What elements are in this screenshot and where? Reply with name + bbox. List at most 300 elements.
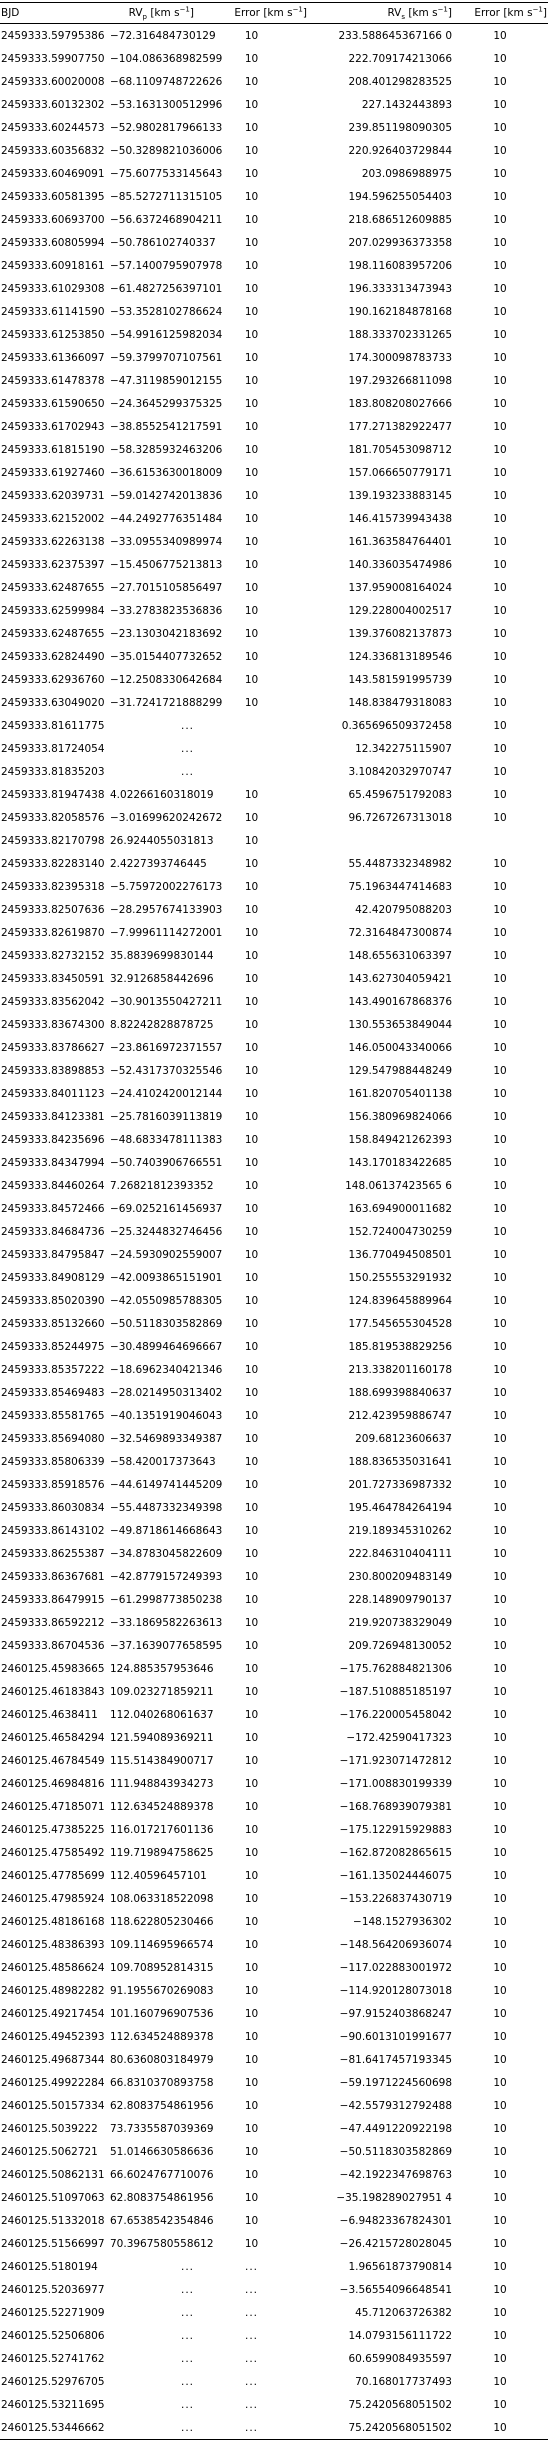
cell-error-p: 10: [244, 926, 259, 939]
table-row: [0, 2025, 548, 2048]
cell-error-p: 10: [244, 1823, 259, 1836]
table-row: [0, 875, 548, 898]
table-row: [0, 1266, 548, 1289]
cell-rvp: −3.01699620242672: [110, 811, 223, 824]
cell-rvs: 55.4487332348982: [348, 857, 452, 870]
header-bjd: BJD: [1, 7, 20, 19]
cell-rvs: −42.1922347698763: [339, 2168, 452, 2181]
cell-rvp: 66.6024767710076: [110, 2168, 214, 2181]
cell-error-p: 10: [244, 213, 259, 226]
table-row: [0, 507, 548, 530]
table-row: [0, 1450, 548, 1473]
cell-bjd: 2459333.81611775: [1, 719, 105, 732]
cell-bjd: 2459333.62599984: [1, 604, 105, 617]
table-body: [0, 24, 548, 2439]
cell-bjd: 2459333.86030834: [1, 1501, 105, 1514]
cell-rvp: 119.719894758625: [110, 1846, 214, 1859]
cell-rvs: 143.627304059421: [348, 972, 452, 985]
cell-error-s: 10: [493, 190, 507, 203]
cell-bjd: 2459333.60244573: [1, 121, 105, 134]
table-row: [0, 967, 548, 990]
cell-error-p: ...: [244, 2375, 258, 2388]
cell-rvs: 146.415739943438: [348, 512, 452, 525]
cell-bjd: 2459333.82283140: [1, 857, 105, 870]
cell-rvs: 177.271382922477: [348, 420, 452, 433]
cell-error-s: 10: [493, 880, 507, 893]
cell-rvs: 129.547988448249: [348, 1064, 452, 1077]
table-row: [0, 576, 548, 599]
cell-error-s: 10: [493, 1892, 507, 1905]
cell-rvp: −54.9916125982034: [110, 328, 223, 341]
table-row: [0, 2071, 548, 2094]
cell-error-p: 10: [244, 1432, 259, 1445]
cell-bjd: 2459333.85694080: [1, 1432, 105, 1445]
cell-rvp: −47.3119859012155: [110, 374, 223, 387]
cell-error-p: 10: [244, 2145, 259, 2158]
cell-error-p: 10: [244, 351, 259, 364]
cell-rvp: ...: [180, 2352, 194, 2365]
table-row: [0, 415, 548, 438]
cell-error-s: 10: [493, 1708, 507, 1721]
table-row: [0, 369, 548, 392]
cell-rvs: 239.851198090305: [348, 121, 452, 134]
cell-rvp: −7.99961114272001: [110, 926, 223, 939]
cell-rvp: 4.02266160318019: [110, 788, 214, 801]
cell-error-p: 10: [244, 1547, 259, 1560]
cell-bjd: 2460125.47585492: [1, 1846, 105, 1859]
cell-bjd: 2460125.51097063: [1, 2191, 105, 2204]
cell-bjd: 2459333.83898853: [1, 1064, 105, 1077]
cell-bjd: 2459333.62263138: [1, 535, 105, 548]
table-row: [0, 829, 548, 852]
cell-rvp: −58.420017373643: [110, 1455, 216, 1468]
cell-error-p: 10: [244, 1731, 259, 1744]
cell-rvs: 203.0986988975: [361, 167, 452, 180]
cell-error-s: 10: [493, 535, 507, 548]
cell-rvp: −58.3285932463206: [110, 443, 223, 456]
cell-rvp: −24.4102420012144: [110, 1087, 223, 1100]
cell-bjd: 2459333.62152002: [1, 512, 105, 525]
cell-error-s: 10: [493, 1777, 507, 1790]
cell-error-p: 10: [244, 880, 259, 893]
cell-bjd: 2459333.86255387: [1, 1547, 105, 1560]
table-row: [0, 1197, 548, 1220]
header-rvs-unit-exp: −1: [437, 5, 448, 14]
table-row: [0, 1956, 548, 1979]
cell-error-p: 10: [244, 1869, 259, 1882]
header-error-s-close: ]: [542, 7, 547, 19]
cell-rvs: 148.06137423565 6: [345, 1179, 452, 1192]
cell-error-s: 10: [493, 2191, 507, 2204]
cell-rvs: −175.122915929883: [339, 1823, 452, 1836]
cell-rvs: 222.709174213066: [348, 52, 452, 65]
cell-rvp: 121.594089369211: [110, 1731, 214, 1744]
cell-error-p: 10: [244, 512, 259, 525]
cell-rvs: −6.94823367824301: [339, 2214, 452, 2227]
cell-error-p: 10: [244, 1156, 259, 1169]
cell-rvs: −153.226837430719: [339, 1892, 452, 1905]
cell-rvp: −24.5930902559007: [110, 1248, 223, 1261]
cell-error-s: 10: [493, 1846, 507, 1859]
cell-bjd: 2460125.49922284: [1, 2076, 105, 2089]
cell-error-p: 10: [244, 972, 259, 985]
cell-rvp: ...: [180, 2306, 194, 2319]
cell-error-s: 10: [493, 2283, 507, 2296]
cell-error-p: 10: [244, 1087, 259, 1100]
cell-error-p: 10: [244, 1501, 259, 1514]
cell-bjd: 2460125.53211695: [1, 2398, 105, 2411]
cell-error-s: 10: [493, 1570, 507, 1583]
cell-error-s: 10: [493, 2145, 507, 2158]
cell-rvs: 129.228004002517: [348, 604, 452, 617]
cell-error-p: 10: [244, 1018, 259, 1031]
cell-error-p: 10: [244, 1133, 259, 1146]
cell-rvp: −25.3244832746456: [110, 1225, 223, 1238]
table-row: [0, 1404, 548, 1427]
cell-error-p: 10: [244, 788, 259, 801]
header-error-s-exp: −1: [532, 5, 543, 14]
cell-rvp: ...: [180, 2398, 194, 2411]
cell-rvp: −38.8552541217591: [110, 420, 223, 433]
cell-rvs: 188.836535031641: [348, 1455, 452, 1468]
cell-error-s: 10: [493, 282, 507, 295]
cell-bjd: 2459333.61590650: [1, 397, 105, 410]
cell-bjd: 2459333.85581765: [1, 1409, 105, 1422]
cell-rvp: 124.885357953646: [110, 1662, 214, 1675]
cell-error-p: 10: [244, 236, 259, 249]
cell-bjd: 2459333.82170798: [1, 834, 105, 847]
cell-rvs: 3.10842032970747: [348, 765, 452, 778]
cell-error-p: 10: [244, 1455, 259, 1468]
cell-error-p: 10: [244, 1938, 259, 1951]
cell-error-s: 10: [493, 1248, 507, 1261]
cell-rvp: −42.8779157249393: [110, 1570, 223, 1583]
cell-rvs: 65.4596751792083: [348, 788, 452, 801]
table-row: [0, 116, 548, 139]
cell-rvs: 139.193233883145: [348, 489, 452, 502]
cell-error-p: 10: [244, 2237, 259, 2250]
cell-rvp: 91.1955670269083: [110, 1984, 214, 1997]
cell-bjd: 2459333.60356832: [1, 144, 105, 157]
table-row: [0, 1795, 548, 1818]
header-error-p: [194, 7, 309, 19]
cell-error-p: 10: [244, 282, 259, 295]
cell-rvp: −33.2783823536836: [110, 604, 223, 617]
cell-rvs: 161.820705401138: [348, 1087, 452, 1100]
cell-rvp: −30.9013550427211: [110, 995, 223, 1008]
cell-rvs: 158.849421262393: [348, 1133, 452, 1146]
cell-error-p: 10: [244, 1248, 259, 1261]
cell-error-s: 10: [493, 1501, 507, 1514]
cell-error-p: 10: [244, 2191, 259, 2204]
cell-error-p: 10: [244, 144, 259, 157]
cell-bjd: 2460125.51332018: [1, 2214, 105, 2227]
cell-bjd: 2459333.83450591: [1, 972, 105, 985]
table-row: [0, 806, 548, 829]
cell-error-p: 10: [244, 949, 259, 962]
cell-error-p: 10: [244, 489, 259, 502]
table-row: [0, 1174, 548, 1197]
cell-rvp: ...: [180, 2283, 194, 2296]
cell-rvs: 75.2420568051502: [348, 2398, 452, 2411]
table-row: [0, 254, 548, 277]
cell-rvp: −18.6962340421346: [110, 1363, 223, 1376]
cell-error-p: 10: [244, 2099, 259, 2112]
cell-rvp: −42.0550985788305: [110, 1294, 223, 1307]
cell-error-s: 10: [493, 1409, 507, 1422]
table-row: [0, 392, 548, 415]
cell-error-p: 10: [244, 1202, 259, 1215]
cell-error-p: 10: [244, 2168, 259, 2181]
cell-rvp: −57.1400795907978: [110, 259, 223, 272]
cell-error-s: 10: [493, 1869, 507, 1882]
cell-rvp: −56.6372468904211: [110, 213, 223, 226]
cell-error-p: 10: [244, 2214, 259, 2227]
cell-bjd: 2460125.48186168: [1, 1915, 105, 1928]
table-row: [0, 300, 548, 323]
cell-rvs: 140.336035474986: [348, 558, 452, 571]
table-row: [0, 2255, 548, 2278]
table-row: [0, 1473, 548, 1496]
cell-rvs: −81.6417457193345: [339, 2053, 452, 2066]
table-row: [0, 2393, 548, 2416]
cell-rvs: 185.819538829256: [348, 1340, 452, 1353]
cell-error-s: 10: [493, 1823, 507, 1836]
cell-rvp: −59.0142742013836: [110, 489, 223, 502]
cell-error-p: 10: [244, 1800, 259, 1813]
cell-error-s: 10: [493, 1386, 507, 1399]
cell-bjd: 2459333.62039731: [1, 489, 105, 502]
cell-error-p: 10: [244, 1386, 259, 1399]
cell-rvp: −35.0154407732652: [110, 650, 223, 663]
cell-bjd: 2460125.51566997: [1, 2237, 105, 2250]
cell-error-p: 10: [244, 1225, 259, 1238]
table-row: [0, 1151, 548, 1174]
cell-bjd: 2459333.60805994: [1, 236, 105, 249]
cell-bjd: 2460125.52741762: [1, 2352, 105, 2365]
cell-error-s: 10: [493, 420, 507, 433]
table-row: [0, 1749, 548, 1772]
table-row: [0, 1220, 548, 1243]
cell-bjd: 2459333.84123381: [1, 1110, 105, 1123]
cell-rvp: 115.514384900717: [110, 1754, 214, 1767]
cell-rvp: −52.4317370325546: [110, 1064, 223, 1077]
cell-bjd: 2459333.60581395: [1, 190, 105, 203]
cell-rvs: −117.022883001972: [339, 1961, 452, 1974]
cell-error-s: 10: [493, 995, 507, 1008]
cell-error-p: 10: [244, 374, 259, 387]
cell-rvs: 150.255553291932: [348, 1271, 452, 1284]
cell-bjd: 2460125.48386393: [1, 1938, 105, 1951]
table-row: [0, 1933, 548, 1956]
cell-rvp: −36.6153630018009: [110, 466, 223, 479]
table-row: [0, 2416, 548, 2439]
cell-error-s: 10: [493, 1800, 507, 1813]
cell-error-p: 10: [244, 1317, 259, 1330]
header-rvp-unit-close: ]: [189, 7, 194, 19]
cell-error-p: 10: [244, 1294, 259, 1307]
header-error-s-label: Error [km s: [474, 7, 533, 19]
cell-rvs: 219.920738329049: [348, 1616, 452, 1629]
cell-bjd: 2459333.82058576: [1, 811, 105, 824]
cell-bjd: 2459333.82619870: [1, 926, 105, 939]
cell-rvp: 109.023271859211: [110, 1685, 214, 1698]
cell-rvs: −59.1971224560698: [339, 2076, 452, 2089]
cell-rvs: 188.333702331265: [348, 328, 452, 341]
cell-rvs: 218.686512609885: [348, 213, 452, 226]
cell-rvp: 26.9244055031813: [110, 834, 214, 847]
cell-bjd: 2459333.85020390: [1, 1294, 105, 1307]
cell-rvs: −148.564206936074: [339, 1938, 452, 1951]
cell-bjd: 2459333.86704536: [1, 1639, 105, 1652]
cell-rvs: 174.300098783733: [348, 351, 452, 364]
table-row: [0, 438, 548, 461]
cell-error-s: 10: [493, 811, 507, 824]
cell-error-p: 10: [244, 857, 259, 870]
cell-bjd: 2459333.82507636: [1, 903, 105, 916]
cell-bjd: 2459333.60020008: [1, 75, 105, 88]
cell-rvp: −75.6077533145643: [110, 167, 223, 180]
cell-rvs: 124.839645889964: [348, 1294, 452, 1307]
table-row: [0, 1864, 548, 1887]
cell-rvs: 209.68123606637: [355, 1432, 452, 1445]
header-rvp-unit: [km s: [147, 7, 180, 19]
cell-bjd: 2459333.86479915: [1, 1593, 105, 1606]
cell-bjd: 2460125.52506806: [1, 2329, 105, 2342]
table-row: [0, 1243, 548, 1266]
cell-bjd: 2459333.60918161: [1, 259, 105, 272]
cell-rvp: −61.2998773850238: [110, 1593, 223, 1606]
cell-rvp: −50.7403906766551: [110, 1156, 223, 1169]
cell-bjd: 2459333.83786627: [1, 1041, 105, 1054]
cell-rvs: 12.342275115907: [355, 742, 452, 755]
table-row: [0, 668, 548, 691]
cell-rvp: 7.26821812393352: [110, 1179, 214, 1192]
cell-rvs: −26.4215728028045: [339, 2237, 452, 2250]
cell-error-s: 10: [493, 75, 507, 88]
cell-error-s: 10: [493, 2122, 507, 2135]
cell-rvp: ...: [180, 742, 194, 755]
table-row: [0, 2002, 548, 2025]
cell-error-s: 10: [493, 1915, 507, 1928]
cell-error-s: 10: [493, 1018, 507, 1031]
cell-error-s: 10: [493, 1156, 507, 1169]
cell-rvp: −28.0214950313402: [110, 1386, 223, 1399]
cell-rvs: 195.464784264194: [348, 1501, 452, 1514]
cell-error-s: 10: [493, 1110, 507, 1123]
cell-error-s: 10: [493, 2214, 507, 2227]
cell-rvs: 143.581591995739: [348, 673, 452, 686]
cell-bjd: 2460125.50157334: [1, 2099, 105, 2112]
table-header-row: [0, 3, 548, 23]
cell-bjd: 2460125.45983665: [1, 1662, 105, 1675]
cell-error-p: 10: [244, 1478, 259, 1491]
table-row: [0, 1381, 548, 1404]
cell-error-p: 10: [244, 259, 259, 272]
cell-rvs: 230.800209483149: [348, 1570, 452, 1583]
cell-error-s: 10: [493, 236, 507, 249]
table-row: [0, 70, 548, 93]
cell-rvs: −168.768939079381: [339, 1800, 452, 1813]
table-row: [0, 47, 548, 70]
cell-bjd: 2460125.48586624: [1, 1961, 105, 1974]
cell-error-p: 10: [244, 1064, 259, 1077]
cell-error-p: ...: [244, 2421, 258, 2434]
cell-error-p: ...: [244, 2260, 258, 2273]
table-row: [0, 2347, 548, 2370]
cell-error-s: 10: [493, 1202, 507, 1215]
cell-bjd: 2459333.84347994: [1, 1156, 105, 1169]
cell-error-p: 10: [244, 673, 259, 686]
cell-error-p: 10: [244, 1685, 259, 1698]
cell-rvp: 62.8083754861956: [110, 2191, 214, 2204]
cell-rvp: −5.75972002276173: [110, 880, 223, 893]
table-row: [0, 1887, 548, 1910]
header-rvp: [110, 5, 194, 22]
cell-bjd: 2459333.83674300: [1, 1018, 105, 1031]
cell-error-p: 10: [244, 167, 259, 180]
table-row: [0, 2324, 548, 2347]
cell-rvp: ...: [180, 2421, 194, 2434]
cell-rvs: 222.846310404111: [348, 1547, 452, 1560]
cell-bjd: 2460125.52271909: [1, 2306, 105, 2319]
cell-bjd: 2459333.84235696: [1, 1133, 105, 1146]
cell-error-s: 10: [493, 466, 507, 479]
header-error-p-exp: −1: [292, 5, 303, 14]
cell-error-s: 10: [493, 2053, 507, 2066]
table-row: [0, 2186, 548, 2209]
cell-rvs: 194.596255054403: [348, 190, 452, 203]
cell-rvs: 1.96561873790814: [348, 2260, 452, 2273]
cell-error-p: 10: [244, 1846, 259, 1859]
cell-rvs: 0.365696509372458: [341, 719, 452, 732]
cell-error-p: 10: [244, 696, 259, 709]
cell-error-p: 10: [244, 1754, 259, 1767]
cell-error-p: 10: [244, 1570, 259, 1583]
cell-bjd: 2459333.62936760: [1, 673, 105, 686]
cell-error-p: 10: [244, 1593, 259, 1606]
cell-rvp: −27.7015105856497: [110, 581, 223, 594]
cell-rvp: −23.1303042183692: [110, 627, 223, 640]
table-row: [0, 1979, 548, 2002]
table-row: [0, 1841, 548, 1864]
cell-error-s: 10: [493, 650, 507, 663]
cell-bjd: 2460125.53446662: [1, 2421, 105, 2434]
header-rvs-unit-close: ]: [447, 7, 452, 19]
cell-bjd: 2460125.47185071: [1, 1800, 105, 1813]
cell-rvs: 42.420795088203: [355, 903, 452, 916]
cell-rvs: 70.168017737493: [355, 2375, 452, 2388]
cell-bjd: 2460125.47785699: [1, 1869, 105, 1882]
cell-rvs: −90.6013101991677: [339, 2030, 452, 2043]
cell-error-s: 10: [493, 2007, 507, 2020]
cell-bjd: 2459333.85357222: [1, 1363, 105, 1376]
table-row: [0, 1703, 548, 1726]
cell-bjd: 2460125.49217454: [1, 2007, 105, 2020]
cell-bjd: 2459333.86143102: [1, 1524, 105, 1537]
cell-rvp: 108.063318522098: [110, 1892, 214, 1905]
cell-error-s: 10: [493, 328, 507, 341]
cell-rvp: −25.7816039113819: [110, 1110, 223, 1123]
table-row: [0, 1427, 548, 1450]
cell-rvs: 190.162184878168: [348, 305, 452, 318]
table-row: [0, 461, 548, 484]
cell-error-s: 10: [493, 443, 507, 456]
cell-error-p: 10: [244, 1777, 259, 1790]
cell-error-p: 10: [244, 29, 259, 42]
cell-rvp: −49.8718614668643: [110, 1524, 223, 1537]
cell-error-s: 10: [493, 857, 507, 870]
